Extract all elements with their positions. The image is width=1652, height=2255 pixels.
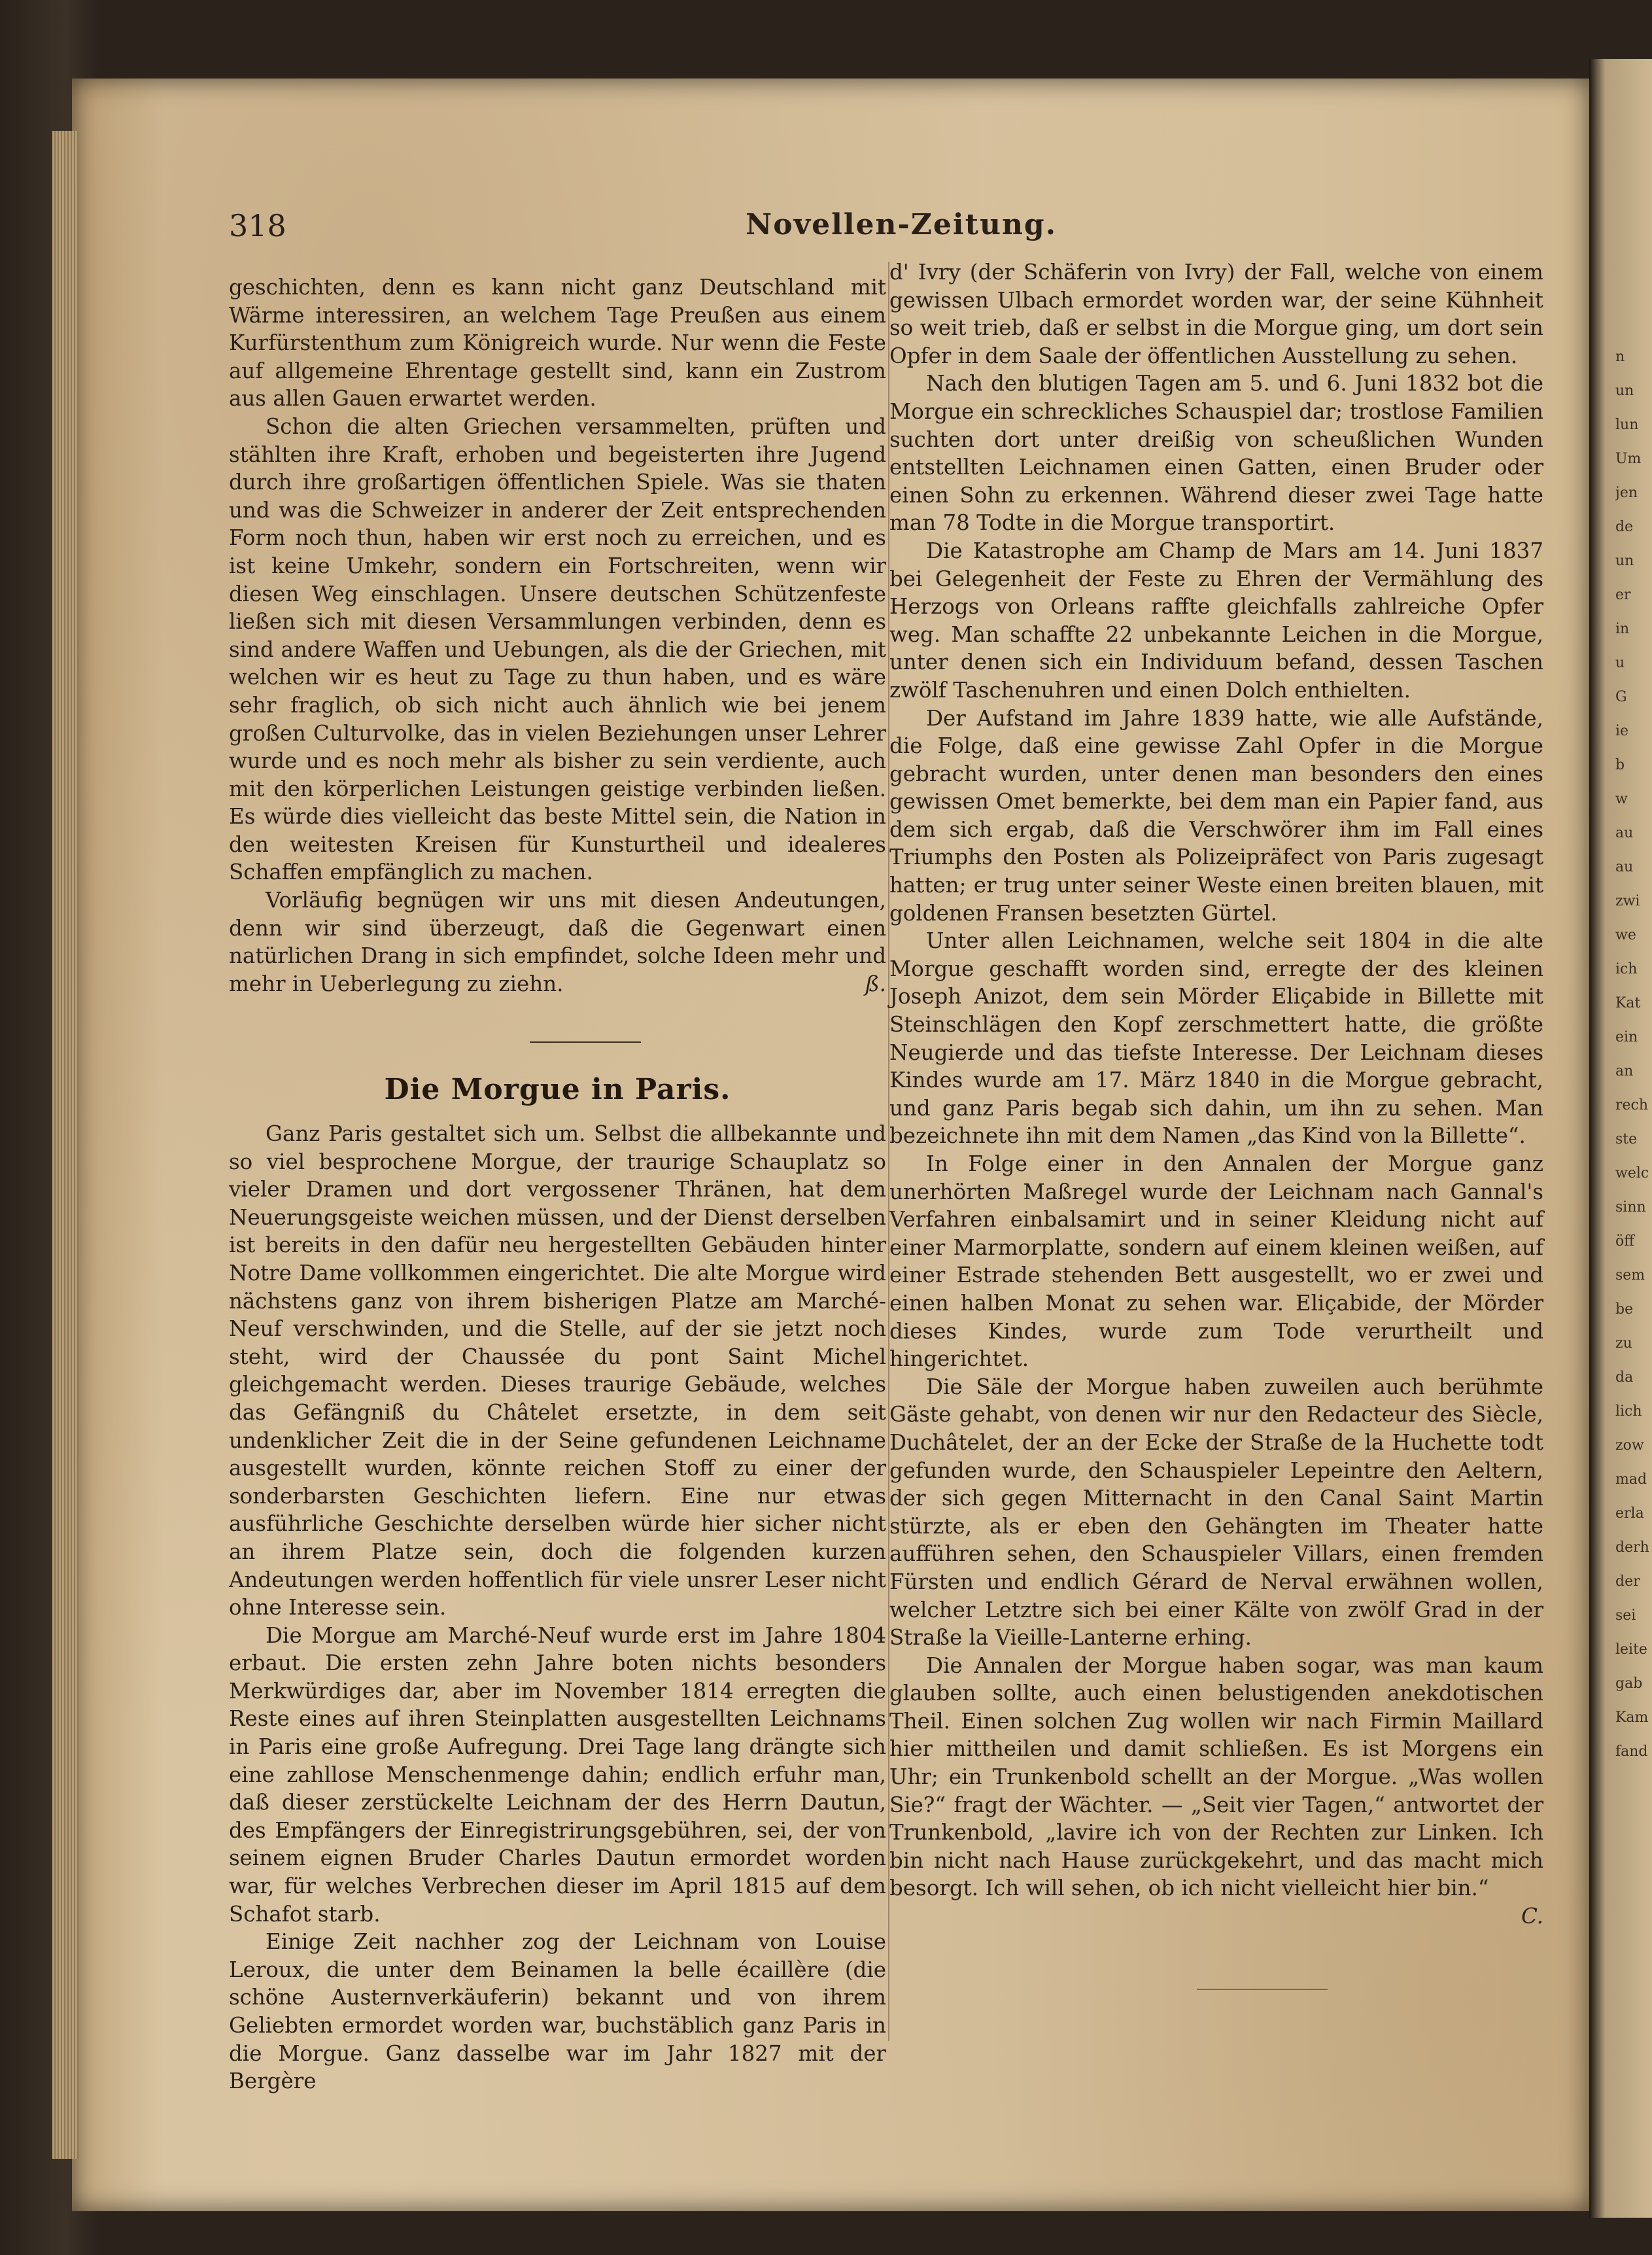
next-page-fragment: un	[1615, 553, 1634, 569]
paragraph: Ganz Paris gestaltet sich um. Selbst die allbekannte und so viel besprochene Morgue, der traurige Schauplatz so vieler Dramen und dort vergossener Thränen, hat dem Neuerungsgeiste weichen müssen, und der Dienst derselben ist bereits in den dafür neu hergestellten Gebäuden hinter Notre Dame vollkommen eingerichtet. Die alte Morgue wird nächstens ganz von ihrem bisherigen Platze am Marché-Neuf verschwinden, und die Stelle, auf der sie jetzt noch steht, wird der Chaussée du pont Saint Michel gleichgemacht werden. Dieses traurige Gebäude, welches das Gefängniß du Châtelet ersetzte, in dem seit undenklicher Zeit die in der Seine gefundenen Leichname ausgestellt wurden, könnte reichen Stoff zu einer der sonderbarsten Geschichten liefern. Eine nur etwas ausführliche Geschichte derselben würde hier sicher nicht an ihrem Platze sein, doch die folgenden kurzen Andeutungen werden hoffentlich für viele unsrer Leser nicht ohne Interesse sein.	[229, 1121, 886, 1620]
next-page-fragment: ein	[1615, 1029, 1638, 1045]
next-page-fragment: au	[1615, 825, 1634, 841]
paragraph: Schon die alten Griechen versammelten, prüften und stählten ihre Kraft, erhoben und begeisterten ihre Jugend durch ihre großartigen öffentlichen Spiele. Was sie thaten und was die Schweizer in anderer der Zeit entsprechenden Form noch thun, haben wir erst noch zu erreichen, und es ist keine Umkehr, sondern ein Fortschreiten, wenn wir diesen Weg einschlagen. Unsere deutschen Schützenfeste ließen sich mit diesen Versammlungen verbinden, denn es sind andere Waffen und Uebungen, als die der Griechen, mit welchen wir es heut zu Tage zu thun haben, und es wäre sehr fraglich, ob sich nicht auch ähnlich wie bei jenem großen Culturvolke, das in vielen Beziehungen unser Lehrer wurde und es noch mehr als bisher zu sein verdiente, auch mit den körperlichen Leistungen geistige verbinden ließen. Es würde dies vielleicht das beste Mittel sein, die Nation in den weitesten Kreisen für Kunsturtheil und idealeres Schaffen empfänglich zu machen.	[229, 413, 886, 885]
end-divider	[1197, 1989, 1328, 1990]
next-page-fragment: n	[1615, 349, 1625, 365]
next-page-fragment: de	[1615, 519, 1634, 535]
next-page-fragment: ste	[1615, 1131, 1638, 1147]
section-title: Die Morgue in Paris.	[384, 1073, 731, 1106]
next-page-fragment: we	[1615, 927, 1636, 943]
next-page-fragment: der	[1615, 1573, 1640, 1590]
column-left	[229, 273, 886, 998]
paragraph: Die Morgue am Marché-Neuf wurde erst im Jahre 1804 erbaut. Die ersten zehn Jahre boten nichts besonders Merkwürdiges dar, aber im November 1814 erregten die Reste eines auf ihren Steinplatten ausgestellten Leichnams in Paris eine große Aufregung. Drei Tage lang drängte sich eine zahllose Menschenmenge dahin; endlich erfuhr man, daß dieser zerstückelte Leichnam der des Herrn Dautun, des Empfängers der Einregistrirungsgebühren, sei, der von seinem eignen Bruder Charles Dautun ermordet worden war, für welches Verbrechen dieser im April 1815 auf dem Schafot starb.	[229, 1622, 886, 1927]
next-page-fragment: leite	[1615, 1641, 1647, 1658]
next-page-fragment: sei	[1615, 1607, 1636, 1624]
next-page-fragment: u	[1615, 655, 1625, 671]
next-page-fragment: zu	[1615, 1335, 1632, 1352]
next-page-fragment: w	[1615, 791, 1628, 807]
next-page-fragment: un	[1615, 383, 1634, 399]
next-page-fragment: sem	[1615, 1267, 1645, 1284]
next-page-fragment: welc	[1615, 1165, 1649, 1181]
next-page-fragment: zow	[1615, 1437, 1644, 1454]
next-page-fragment: mad	[1615, 1471, 1647, 1488]
next-page-fragment: be	[1615, 1301, 1634, 1318]
paragraph: In Folge einer in den Annalen der Morgue ganz unerhörten Maßregel wurde der Leichnam nach Gannal's Verfahren einbalsamirt und in seiner Kleidung nicht auf einer Marmorplatte, sondern auf einem kleinen weißen, auf einer Estrade stehenden Bett ausgestellt, wo er zwei und einen halben Monat zu sehen war. Eliçabide, der Mörder dieses Kindes, wurde zum Tode verurtheilt und hingerichtet.	[889, 1151, 1543, 1372]
next-page-fragment: jen	[1615, 485, 1638, 501]
next-page-fragment: lich	[1615, 1403, 1642, 1420]
next-page-fragment: lun	[1615, 417, 1639, 433]
next-page-fragment: Kat	[1615, 995, 1641, 1011]
next-page-fragment: au	[1615, 859, 1634, 875]
page-edges	[52, 131, 78, 2159]
next-page-fragment: fand	[1615, 1743, 1648, 1760]
paragraph: Unter allen Leichnamen, welche seit 1804 in die alte Morgue geschafft worden sind, erregte der des kleinen Joseph Anizot, dem sein Mörder Eliçabide in Billette mit Steinschlägen den Kopf zerschmettert hatte, die größte Neugierde und das tiefste Interesse. Der Leichnam dieses Kindes wurde am 17. März 1840 in die Morgue gebracht, und ganz Paris begab sich dahin, um ihn zu sehen. Man bezeichnete ihn mit dem Namen „das Kind von la Billette“.	[889, 928, 1543, 1149]
next-page-fragment: derh	[1615, 1539, 1649, 1556]
next-page-fragment: Um	[1615, 451, 1642, 467]
column-left-section	[229, 1120, 886, 2095]
next-page-fragment: ie	[1615, 723, 1629, 739]
paragraph-text: Die Annalen der Morgue haben sogar, was man kaum glauben sollte, auch einen belustigenden anekdotischen Theil. Einen solchen Zug wollen wir nach Firmin Maillard hier mittheilen und damit schließen. Es ist Morgens ein Uhr; ein Trunkenbold schellt an der Morgue. „Was wollen Sie?“ fragt der Wächter. — „Seit vier Tagen,“ antwortet der Trunkenbold, „lavire ich von der Rechten zur Linken. Ich bin nicht nach Hause zurückgekehrt, und das macht mich besorgt. Ich will sehen, ob ich nicht vielleicht hier bin.“	[889, 1652, 1543, 1901]
page-number: 318	[229, 208, 286, 243]
next-page-fragment: b	[1615, 757, 1625, 773]
page-header	[229, 208, 1524, 260]
paragraph: Einige Zeit nachher zog der Leichnam von Louise Leroux, die unter dem Beinamen la belle écaillère (die schöne Austernverkäuferin) bekannt und von ihrem Geliebten ermordet worden war, buchstäblich ganz Paris in die Morgue. Ganz dasselbe war im Jahr 1827 mit der Bergère	[229, 1929, 886, 2094]
next-page-fragment: in	[1615, 621, 1630, 637]
next-page-fragment: G	[1615, 689, 1627, 705]
next-page-fragment: öff	[1615, 1233, 1634, 1250]
next-page-fragment: ich	[1615, 961, 1638, 977]
paragraph: Die Katastrophe am Champ de Mars am 14. Juni 1837 bei Gelegenheit der Feste zu Ehren der Vermählung des Herzogs von Orleans raffte gleichfalls zahlreiche Opfer weg. Man schaffte 22 unbekannte Leichen in die Morgue, unter denen sich ein Individuum befand, dessen Taschen zwölf Taschenuhren und einen Dolch enthielten.	[889, 538, 1543, 703]
next-page-fragment: sinn	[1615, 1199, 1646, 1215]
paragraph: d' Ivry (der Schäferin von Ivry) der Fall, welche von einem gewissen Ulbach ermordet worden war, der seine Kühnheit so weit trieb, daß er selbst in die Morgue ging, um dort sein Opfer in dem Saale der öffentlichen Ausstellung zu sehen.	[889, 260, 1543, 368]
next-page-fragment: rech	[1615, 1097, 1649, 1113]
section-divider	[530, 1041, 641, 1043]
running-head: Novellen-Zeitung.	[746, 208, 1058, 241]
paragraph: geschichten, denn es kann nicht ganz Deutschland mit Wärme interessiren, an welchem Tage Preußen aus einem Kurfürstenthum zum Königreich wurde. Nur wenn die Feste auf allgemeine Ehrentage gestellt sind, kann ein Zustrom aus allen Gauen erwartet werden.	[229, 275, 886, 411]
paragraph: Nach den blutigen Tagen am 5. und 6. Juni 1832 bot die Morgue ein schreckliches Schauspiel dar; trostlose Familien suchten dort unter dreißig von scheußlichen Wunden entstellten Leichnamen einen Gatten, einen Bruder oder einen Sohn zu erkennen. Während dieser zwei Tage hatte man 78 Todte in die Morgue transportirt.	[889, 371, 1543, 536]
paragraph: Die Säle der Morgue haben zuweilen auch berühmte Gäste gehabt, von denen wir nur den Redacteur des Siècle, Duchâtelet, der an der Ecke der Straße de la Huchette todt gefunden wurde, den Schauspieler Lepeintre den Aeltern, der sich gegen Mitternacht in den Canal Saint Martin stürzte, als er eben den Gehängten im Theater hatte aufführen sehen, den Schauspieler Villars, einen fremden Fürsten und endlich Gérard de Nerval erwähnen wollen, welcher Letztre sich bei einer Kälte von zwölf Grad in der Straße la Vieille-Lanterne erhing.	[889, 1374, 1543, 1651]
next-page-fragments	[1615, 340, 1652, 1769]
signature: ß.	[865, 971, 886, 996]
next-page-fragment: da	[1615, 1369, 1634, 1386]
next-page-fragment: er	[1615, 587, 1631, 603]
paragraph: Der Aufstand im Jahre 1839 hatte, wie alle Aufstände, die Folge, daß eine gewisse Zahl Opfer in die Morgue gebracht wurden, unter denen man besonders den eines gewissen Omet bemerkte, bei dem man ein Papier fand, aus dem sich ergab, daß die Verschwörer ihm im Fall eines Triumphs den Posten als Polizeipräfect von Paris zugesagt hatten; er trug unter seiner Weste einen breiten blauen, mit goldenen Fransen besetzten Gürtel.	[889, 705, 1543, 926]
paragraph	[889, 1652, 1543, 1929]
next-page-fragment: zwi	[1615, 893, 1640, 909]
signature: C.	[1521, 1904, 1543, 1929]
next-page-fragment: erla	[1615, 1505, 1644, 1522]
paragraph-text: Vorläufig begnügen wir uns mit diesen Andeutungen, denn wir sind überzeugt, daß die Gegenwart einen natürlichen Drang in sich empfindet, solche Ideen mehr und mehr in Ueberlegung zu ziehn.	[229, 888, 886, 996]
paragraph	[229, 886, 886, 998]
column-right	[889, 258, 1543, 1931]
next-page-fragment: Kam	[1615, 1709, 1649, 1726]
next-page-fragment: gab	[1615, 1675, 1643, 1692]
next-page-fragment: an	[1615, 1063, 1634, 1079]
